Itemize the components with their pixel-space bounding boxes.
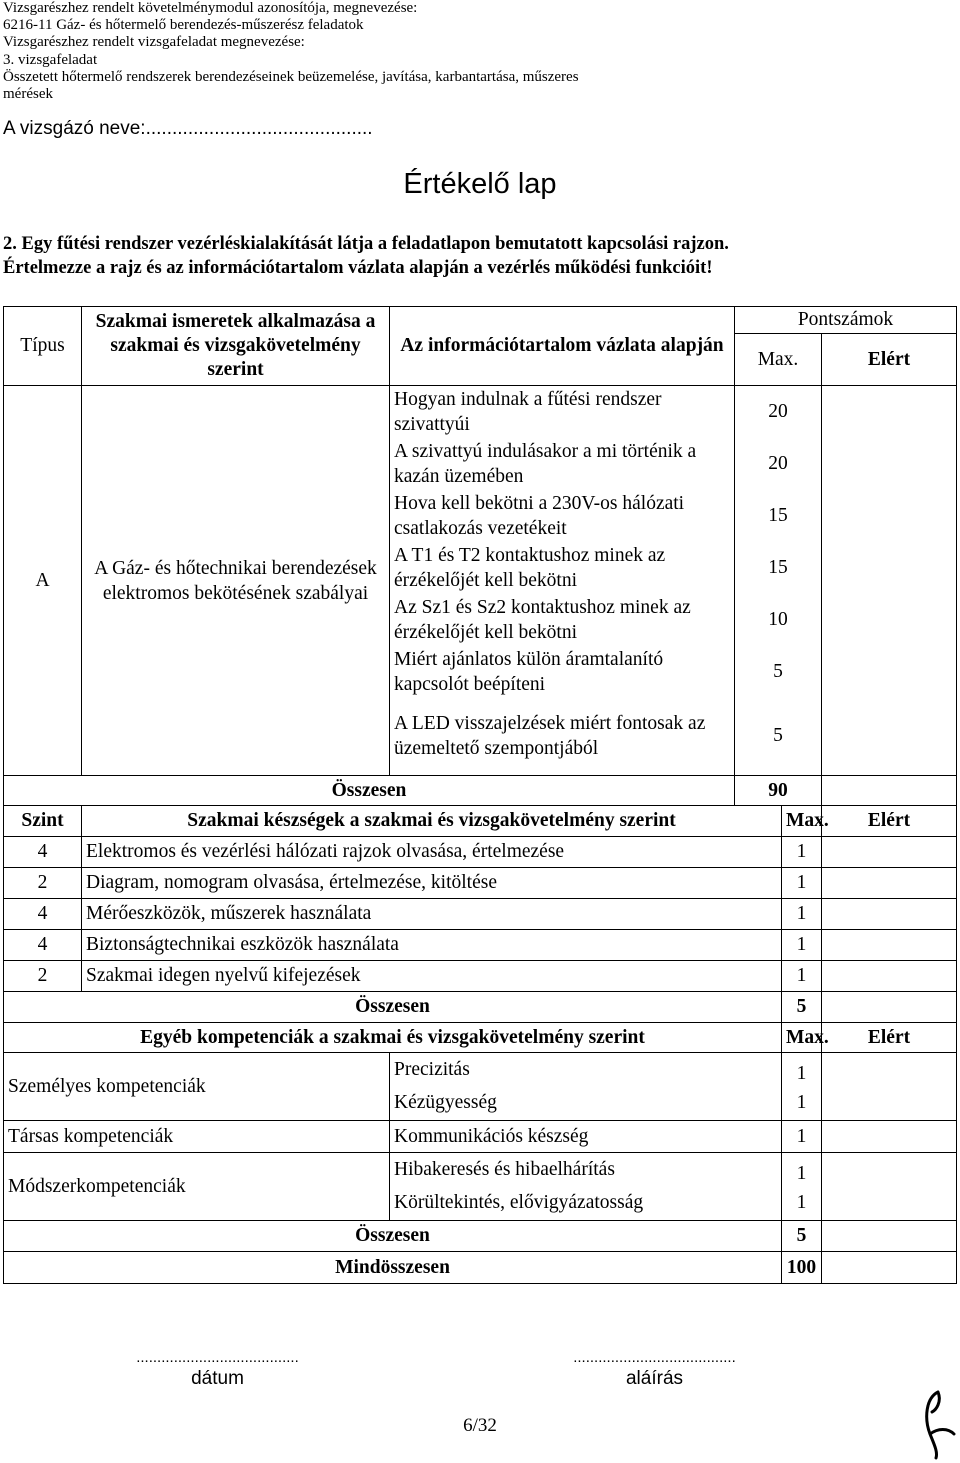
header-line: 6216-11 Gáz- és hőtermelő berendezés-műszerész feladatok [3,17,364,34]
type-value: A [4,386,82,776]
subtotal-value: 5 [782,992,822,1023]
examinee-name-field: A vizsgázó neve:........................................... [3,118,373,139]
skill-level: 4 [4,837,82,868]
task-line: Értelmezze a rajz és az információtartalom vázlata alapján a vezérlés működési funkcióit! [3,258,713,278]
achieved-score[interactable] [822,899,957,930]
achieved-score[interactable] [822,1053,957,1087]
achieved-score[interactable] [822,646,957,698]
col-header-max: Max. [782,1023,822,1053]
info-item: A T1 és T2 kontaktushoz minek az érzékelőjét kell bekötni [390,542,735,594]
date-line[interactable]: ....................................... [136,1349,299,1366]
col-header-achieved: Elért [822,1023,957,1053]
signature-label: aláírás [625,1368,684,1389]
achieved-score[interactable] [822,698,957,776]
max-score: 1 [782,1087,822,1121]
info-item: A szivattyú indulásakor a mi történik a kazán üzemében [390,438,735,490]
competency-item: Precizitás [390,1053,782,1087]
achieved-score[interactable] [822,1153,957,1187]
info-item: Miért ajánlatos külön áramtalanító kapcsolót beépíteni [390,646,735,698]
subtotal-value: 90 [735,776,822,806]
col-header-max: Max. [735,334,822,386]
achieved-score[interactable] [822,1187,957,1221]
achieved-score[interactable] [822,868,957,899]
col-header-max: Max. [782,806,822,837]
max-score: 1 [782,868,822,899]
header-line: 3. vizsgafeladat [3,51,98,68]
signature-block [522,1349,787,1390]
header-line: mérések [3,86,53,103]
max-score: 5 [735,646,822,698]
task-description [3,232,953,280]
col-header-competencies: Egyéb kompetenciák a szakmai és vizsgakövetelmény szerint [4,1023,782,1053]
competency-group: Módszerkompetenciák [4,1153,390,1221]
skill-level: 4 [4,930,82,961]
competency-item: Körültekintés, elővigyázatosság [390,1187,782,1221]
subtotal-label: Összesen [4,1221,782,1252]
subtotal-label: Összesen [4,992,782,1023]
subtotal-label: Összesen [4,776,735,806]
skill-text: Elektromos és vezérlési hálózati rajzok olvasása, értelmezése [82,837,782,868]
achieved-score[interactable] [822,594,957,646]
achieved-score[interactable] [822,930,957,961]
max-score: 1 [782,837,822,868]
signature-line[interactable]: ....................................... [573,1349,736,1366]
achieved-score[interactable] [822,1221,957,1252]
col-header-type: Típus [4,307,82,386]
subtotal-value: 5 [782,1221,822,1252]
max-score: 1 [782,1153,822,1187]
max-score: 10 [735,594,822,646]
competency-group: Társas kompetenciák [4,1121,390,1153]
page-number: 6/32 [463,1415,497,1436]
grand-total-label: Mindösszesen [4,1252,782,1284]
skill-text: Biztonságtechnikai eszközök használata [82,930,782,961]
header-line: Vizsgarészhez rendelt követelménymodul azonosítója, megnevezése: [3,0,418,16]
max-score: 1 [782,1053,822,1087]
info-item: Hova kell bekötni a 230V-os hálózati csatlakozás vezetékeit [390,490,735,542]
achieved-score[interactable] [822,1087,957,1121]
skill-text: Diagram, nomogram olvasása, értelmezése, kitöltése [82,868,782,899]
date-signature-block [85,1349,350,1390]
grand-total-value: 100 [782,1252,822,1284]
header-line: Vizsgarészhez rendelt vizsgafeladat megnevezése: [3,34,305,51]
info-item: Az Sz1 és Sz2 kontaktushoz minek az érzékelőjét kell bekötni [390,594,735,646]
document-header [3,0,579,103]
knowledge-value: A Gáz- és hőtechnikai berendezések elektromos bekötésének szabályai [82,386,390,776]
achieved-score[interactable] [822,837,957,868]
max-score: 15 [735,542,822,594]
max-score: 1 [782,1187,822,1221]
skill-text: Mérőeszközök, műszerek használata [82,899,782,930]
max-score: 20 [735,438,822,490]
achieved-score[interactable] [822,1121,957,1153]
page-title: Értékelő lap [403,168,557,200]
info-item: Hogyan indulnak a fűtési rendszer szivattyúi [390,386,735,438]
achieved-score[interactable] [822,776,957,806]
skill-text: Szakmai idegen nyelvű kifejezések [82,961,782,992]
skill-level: 2 [4,868,82,899]
info-item: A LED visszajelzések miért fontosak az üzemeltető szempontjából [390,698,735,776]
max-score: 1 [782,899,822,930]
skill-level: 4 [4,899,82,930]
col-header-achieved: Elért [822,806,957,837]
col-header-points: Pontszámok [735,307,957,334]
header-line: Összetett hőtermelő rendszerek berendezéseinek beüzemelése, javítása, karbantartása, műszeres [3,68,579,85]
max-score: 1 [782,961,822,992]
task-line: 2. Egy fűtési rendszer vezérléskialakítását látja a feladatlapon bemutatott kapcsolási rajzon. [3,234,729,254]
grand-total-achieved[interactable] [822,1252,957,1284]
col-header-info: Az információtartalom vázlata alapján [390,307,735,386]
col-header-skills: Szakmai készségek a szakmai és vizsgakövetelmény szerint [82,806,782,837]
col-header-achieved: Elért [822,334,957,386]
evaluation-table [3,306,957,1284]
date-label: dátum [191,1368,244,1389]
achieved-score[interactable] [822,438,957,490]
col-header-level: Szint [4,806,82,837]
max-score: 20 [735,386,822,438]
competency-item: Hibakeresés és hibaelhárítás [390,1153,782,1187]
max-score: 1 [782,930,822,961]
competency-item: Kommunikációs készség [390,1121,782,1153]
col-header-knowledge: Szakmai ismeretek alkalmazása a szakmai és vizsgakövetelmény szerint [82,307,390,386]
achieved-score[interactable] [822,386,957,438]
competency-item: Kézügyesség [390,1087,782,1121]
achieved-score[interactable] [822,961,957,992]
competency-group: Személyes kompetenciák [4,1053,390,1121]
achieved-score[interactable] [822,992,957,1023]
max-score: 5 [735,698,822,776]
max-score: 15 [735,490,822,542]
achieved-score[interactable] [822,542,957,594]
signature-mark-icon [918,1388,958,1460]
achieved-score[interactable] [822,490,957,542]
skill-level: 2 [4,961,82,992]
max-score: 1 [782,1121,822,1153]
